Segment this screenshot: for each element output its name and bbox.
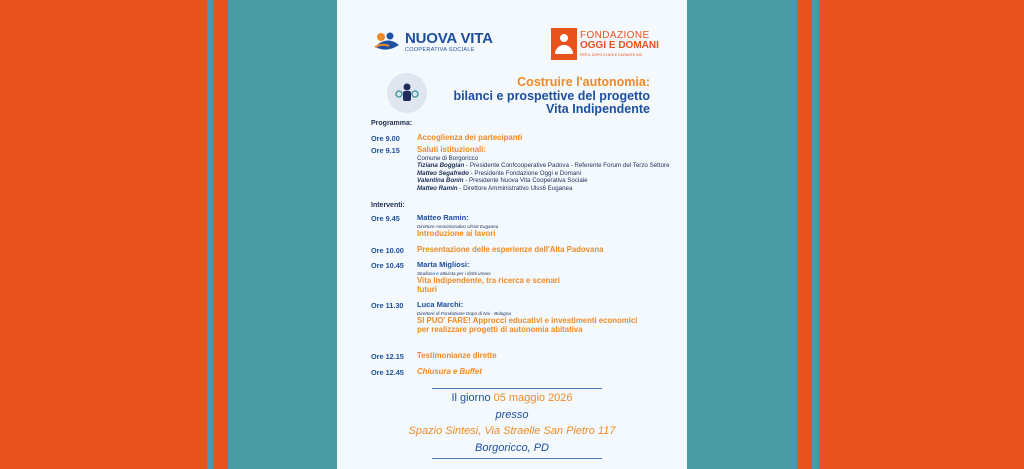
speaker-name: Marta Migliosi: bbox=[417, 260, 470, 269]
right-teal-band bbox=[687, 0, 797, 469]
schedule-title: SI PUO' FARE! Approcci educativi e investimenti economici per realizzare progetti di autonomia abitativa bbox=[417, 315, 638, 334]
saluti-line: Matteo Segafredo - Presidente Fondazione Oggi e Domani bbox=[417, 169, 582, 177]
speaker-role: Direttore Amministrativo Ulss6 Euganea bbox=[417, 223, 499, 229]
schedule-row bbox=[371, 352, 671, 361]
schedule-time: Ore 10.00 bbox=[371, 246, 404, 255]
title-line3: Vita Indipendente bbox=[546, 102, 650, 116]
schedule-row bbox=[371, 246, 671, 255]
fondazione-line1: FONDAZIONE bbox=[580, 29, 650, 41]
schedule-time: Ore 10.45 bbox=[371, 261, 404, 270]
event-venue: Spazio Sintesi, Via Straelle San Pietro 117 bbox=[408, 425, 616, 437]
right-thin-stripe bbox=[812, 0, 819, 469]
fondazione-line3: PER IL DOPO DI NOI E DURANTE NOI bbox=[580, 52, 643, 57]
saluti-line: Matteo Ramin - Direttore Amministrativo Ulss6 Euganea bbox=[417, 184, 573, 192]
nuova-vita-mark-icon bbox=[373, 31, 401, 53]
schedule-time: Ore 9.00 bbox=[371, 134, 400, 143]
fondazione-line2: OGGI E DOMANI bbox=[580, 40, 659, 52]
schedule-row bbox=[371, 368, 671, 377]
schedule-title: Presentazione delle esperienze dell'Alta Padovana bbox=[417, 245, 604, 254]
saluti-line: Valentina Bonin - Presidente Nuova Vita Cooperativa Sociale bbox=[417, 177, 588, 185]
fondazione-mark-icon bbox=[551, 28, 577, 60]
programma-label: Programma: bbox=[371, 120, 413, 127]
event-city: Borgoricco, PD bbox=[475, 442, 549, 454]
schedule-row bbox=[371, 134, 671, 143]
saluti-line: Comune di Borgoricco bbox=[417, 154, 479, 162]
speaker-name: Luca Marchi: bbox=[417, 300, 464, 309]
divider-top bbox=[432, 388, 602, 389]
schedule-time: Ore 9.45 bbox=[371, 214, 400, 223]
event-title bbox=[440, 76, 650, 117]
left-thin-stripe bbox=[207, 0, 213, 469]
event-flyer bbox=[337, 0, 687, 469]
left-teal-band bbox=[228, 0, 337, 469]
nuova-vita-logo bbox=[373, 31, 493, 54]
event-date: Il giorno 05 maggio 2026 bbox=[451, 392, 573, 404]
interventi-label: Interventi: bbox=[371, 202, 405, 209]
schedule-title: Accoglienza dei partecipanti bbox=[417, 133, 523, 142]
nuova-vita-subtitle: COOPERATIVA SOCIALE bbox=[405, 47, 475, 53]
title-line2: bilanci e prospettive del progetto bbox=[453, 88, 650, 103]
schedule-row bbox=[371, 146, 671, 192]
schedule-row bbox=[371, 301, 671, 335]
schedule-row bbox=[371, 261, 671, 295]
person-gear-icon bbox=[387, 73, 427, 113]
schedule-title: Testimonianze dirette bbox=[417, 351, 497, 360]
speaker-name: Matteo Ramin: bbox=[417, 213, 469, 222]
schedule-title: Vita Indipendente, tra ricerca e scenari futuri bbox=[417, 275, 560, 294]
schedule-time: Ore 11.30 bbox=[371, 301, 404, 310]
fondazione-logo bbox=[551, 28, 659, 60]
schedule-title: Chiusura e Buffet bbox=[417, 367, 482, 376]
speaker-role: Studiosa e attivista per i diritti umani bbox=[417, 270, 491, 276]
title-line1: Costruire l'autonomia: bbox=[517, 75, 650, 89]
presso-label: presso bbox=[495, 409, 529, 421]
divider-bottom bbox=[432, 458, 602, 459]
schedule-title: Saluti istituzionali: bbox=[417, 145, 486, 154]
schedule-time: Ore 12.15 bbox=[371, 352, 404, 361]
speaker-role: Direttore di Fondazione Dopo di Noi - Bologna bbox=[417, 310, 511, 316]
schedule-title: Introduzione ai lavori bbox=[417, 228, 496, 238]
schedule-row bbox=[371, 214, 671, 239]
schedule-time: Ore 12.45 bbox=[371, 368, 404, 377]
schedule-time: Ore 9.15 bbox=[371, 146, 400, 155]
saluti-line: Tiziana Boggian - Presidente Confcooperative Padova - Referente Forum del Terzo Settore bbox=[417, 162, 670, 170]
nuova-vita-name: NUOVA VITA bbox=[405, 30, 493, 47]
